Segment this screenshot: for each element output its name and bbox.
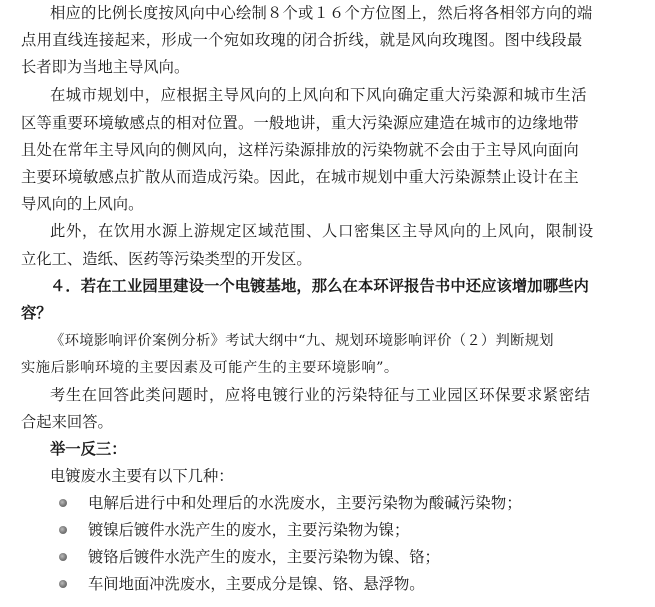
- question-heading: ４．若在工业园里建设一个电镀基地，那么在本环评报告书中还应该增加哪些内: [50, 277, 589, 295]
- text-line: 考生在回答此类问题时，应将电镀行业的污染特征与工业园区环保要求紧密结: [50, 386, 591, 404]
- text-line: 电镀废水主要有以下几种：: [50, 467, 234, 485]
- text-line: 在城市规划中，应根据主导风向的上风向和下风向确定重大污染源和城市生活: [50, 86, 588, 104]
- text-line: 区等重要环境敏感点的相对位置。一般地讲，重大污染源应建造在城市的边缘地带: [21, 114, 579, 132]
- text-line: 且处在常年主导风向的侧风向，这样污染源排放的污染物就不会由于主导风向面向: [21, 141, 579, 159]
- text-line: 长者即为当地主导风向。: [21, 58, 190, 76]
- syllabus-quote: 《环境影响评价案例分析》考试大纲中“九、规划环境影响评价（２）判断规划: [50, 333, 554, 349]
- text-line: 相应的比例长度按风向中心绘制８个或１６个方位图上，然后将各相邻方向的端: [50, 4, 593, 22]
- list-item: 车间地面冲洗废水，主要成分是镍、铬、悬浮物。: [88, 575, 425, 593]
- list-item: 电解后进行中和处理后的水洗废水，主要污染物为酸碱污染物；: [88, 494, 522, 512]
- syllabus-quote: 实施后影响环境的主要因素及可能产生的主要环境影响”。: [21, 360, 399, 376]
- list-item: 镀镍后镀件水洗产生的废水，主要污染物为镍；: [88, 521, 410, 539]
- text-line: 导风向的上风向。: [21, 195, 144, 213]
- section-heading: 举一反三：: [50, 440, 127, 458]
- question-heading: 容？: [21, 304, 52, 322]
- text-line: 立化工、造纸、医药等污染类型的开发区。: [21, 250, 312, 268]
- text-line: 合起来回答。: [21, 413, 113, 431]
- bullet-icon: [59, 553, 67, 561]
- bullet-icon: [59, 499, 67, 507]
- text-line: 点用直线连接起来，形成一个宛如玫瑰的闭合折线，就是风向玫瑰图。图中线段最: [21, 31, 583, 49]
- list-item: 镀铬后镀件水洗产生的废水，主要污染物为镍、铬；: [88, 548, 440, 566]
- text-line: 此外，在饮用水源上游规定区域范围、人口密集区主导风向的上风向，限制设: [50, 222, 594, 240]
- bullet-icon: [59, 580, 67, 588]
- text-line: 主要环境敏感点扩散从而造成污染。因此，在城市规划中重大污染源禁止设计在主: [21, 168, 579, 186]
- bullet-icon: [59, 526, 67, 534]
